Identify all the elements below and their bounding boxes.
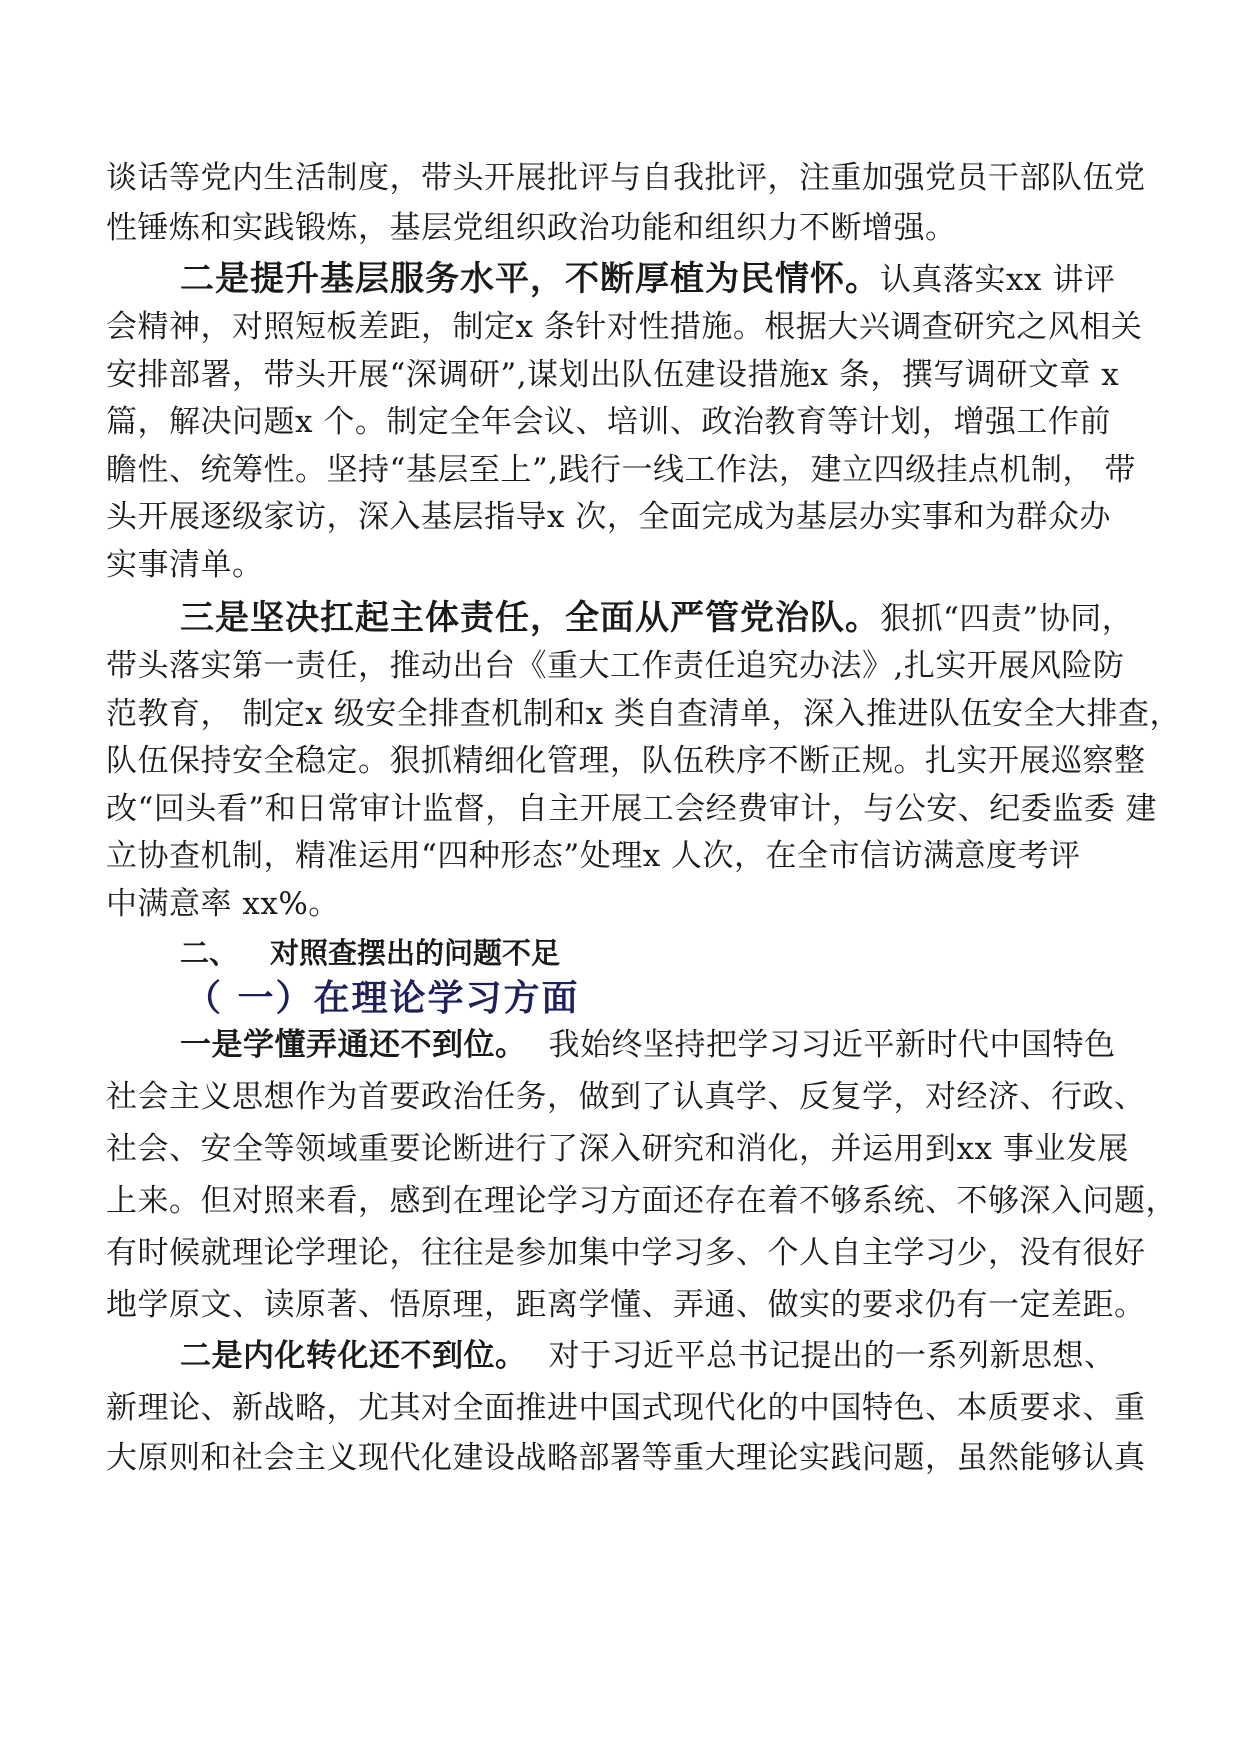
paragraph-first-line	[180, 1025, 1116, 1065]
text-span: 认真落实xx 讲评	[880, 262, 1116, 298]
text-line: 有时候就理论学理论，往往是参加集中学习多、个人自主学习少，没有很好	[106, 1235, 1146, 1271]
text-line: 大原则和社会主义现代化建设战略部署等重大理论实践问题，虽然能够认真	[106, 1440, 1146, 1476]
text-span: 对于习近平总书记提出的一系列新思想、	[548, 1338, 1116, 1374]
paragraph-heading: 三是坚决扛起主体责任，全面从严管党治队。	[180, 598, 880, 638]
paragraph-heading: 二是内化转化还不到位。	[180, 1338, 527, 1374]
section-number: 二、	[180, 936, 239, 970]
text-line: 社会主义思想作为首要政治任务，做到了认真学、反复学，对经济、行政、	[106, 1079, 1146, 1115]
text-span: 狠抓“四责”协同，	[880, 601, 1134, 637]
text-line: 谈话等党内生活制度，带头开展批评与自我批评，注重加强党员干部队伍党	[106, 160, 1146, 196]
paragraph-heading: 二是提升基层服务水平，不断厚植为民情怀。	[180, 259, 880, 299]
text-line: 立协查机制，精准运用“四种形态”处理x 人次，在全市信访满意度考评	[106, 838, 1081, 874]
section-title: 对照查摆出的问题不足	[270, 936, 561, 970]
section-heading	[180, 933, 560, 973]
text-line: 地学原文、读原著、悟原理，距离学懂、弄通、做实的要求仍有一定差距。	[106, 1287, 1146, 1323]
paragraph-first-line	[180, 598, 1133, 639]
text-line: 实事清单。	[106, 547, 264, 583]
paragraph-heading: 一是学懂弄通还不到位。	[180, 1027, 527, 1063]
text-line: 安排部署，带头开展“深调研”,谋划出队伍建设措施x 条，撰写调研文章 x	[106, 357, 1120, 393]
text-line: 头开展逐级家访，深入基层指导x 次，全面完成为基层办实事和为群众办	[106, 499, 1111, 535]
text-line: 会精神，对照短板差距，制定x 条针对性措施。根据大兴调查研究之风相关	[106, 309, 1143, 345]
text-line: 队伍保持安全稳定。狠抓精细化管理，队伍秩序不断正规。扎实开展巡察整	[106, 743, 1146, 779]
text-line: 上来。但对照来看，感到在理论学习方面还存在着不够系统、不够深入问题，	[106, 1183, 1177, 1219]
paragraph-first-line	[180, 259, 1115, 300]
text-line: 新理论、新战略，尤其对全面推进中国式现代化的中国特色、本质要求、重	[106, 1390, 1146, 1426]
text-line: 改“回头看”和日常审计监督，自主开展工会经费审计，与公安、纪委监委 建	[106, 791, 1158, 827]
text-span: 我始终坚持把学习习近平新时代中国特色	[548, 1027, 1116, 1063]
text-line: 带头落实第一责任，推动出台《重大工作责任追究办法》,扎实开展风险防	[106, 648, 1125, 684]
text-line: 中满意率 xx%。	[106, 886, 340, 922]
paragraph-first-line	[180, 1336, 1116, 1376]
subsection-heading: （ 一）在理论学习方面	[185, 978, 580, 1019]
text-line: 范教育， 制定x 级安全排查机制和x 类自查清单，深入推进队伍安全大排查，	[106, 696, 1182, 732]
text-line: 社会、安全等领域重要论断进行了深入研究和消化，并运用到xx 事业发展	[106, 1131, 1129, 1167]
text-line: 篇，解决问题x 个。制定全年会议、培训、政治教育等计划，增强工作前	[106, 404, 1111, 440]
text-line: 性锤炼和实践锻炼，基层党组织政治功能和组织力不断增强。	[106, 210, 957, 246]
text-line: 瞻性、统筹性。坚持“基层至上”,践行一线工作法，建立四级挂点机制， 带	[106, 452, 1136, 488]
